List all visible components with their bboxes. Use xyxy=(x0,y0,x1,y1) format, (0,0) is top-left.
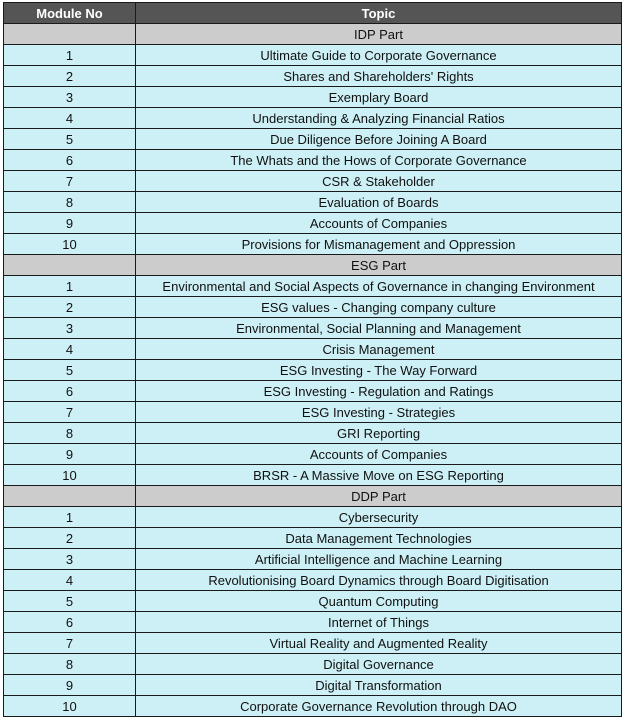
topic-cell: Corporate Governance Revolution through DAO xyxy=(136,696,622,717)
module-no-cell: 10 xyxy=(4,234,136,255)
module-no-cell: 3 xyxy=(4,87,136,108)
module-no-cell: 5 xyxy=(4,591,136,612)
section-title: ESG Part xyxy=(136,255,622,276)
module-no-cell: 10 xyxy=(4,465,136,486)
section-row xyxy=(4,24,622,45)
topic-cell: ESG Investing - The Way Forward xyxy=(136,360,622,381)
topic-cell: Crisis Management xyxy=(136,339,622,360)
module-no-cell: 3 xyxy=(4,549,136,570)
table-row xyxy=(4,192,622,213)
topic-cell: Digital Transformation xyxy=(136,675,622,696)
table-row xyxy=(4,129,622,150)
section-title: DDP Part xyxy=(136,486,622,507)
header-topic: Topic xyxy=(136,3,622,24)
module-no-cell: 7 xyxy=(4,402,136,423)
module-no-cell: 6 xyxy=(4,612,136,633)
table-row xyxy=(4,276,622,297)
module-no-cell: 4 xyxy=(4,108,136,129)
topic-cell: Exemplary Board xyxy=(136,87,622,108)
module-no-cell: 8 xyxy=(4,654,136,675)
module-no-cell: 9 xyxy=(4,444,136,465)
table-row xyxy=(4,654,622,675)
table-row xyxy=(4,381,622,402)
module-no-cell: 1 xyxy=(4,507,136,528)
section-empty-cell xyxy=(4,24,136,45)
topic-cell: The Whats and the Hows of Corporate Governance xyxy=(136,150,622,171)
table-row xyxy=(4,402,622,423)
topic-cell: Cybersecurity xyxy=(136,507,622,528)
module-no-cell: 8 xyxy=(4,423,136,444)
table-row xyxy=(4,318,622,339)
table-row xyxy=(4,213,622,234)
table-row xyxy=(4,549,622,570)
module-no-cell: 7 xyxy=(4,171,136,192)
topic-cell: Provisions for Mismanagement and Oppression xyxy=(136,234,622,255)
table-row xyxy=(4,612,622,633)
topic-cell: CSR & Stakeholder xyxy=(136,171,622,192)
table-row xyxy=(4,360,622,381)
topic-cell: Accounts of Companies xyxy=(136,444,622,465)
topic-cell: ESG values - Changing company culture xyxy=(136,297,622,318)
table-row xyxy=(4,66,622,87)
section-empty-cell xyxy=(4,255,136,276)
table-row xyxy=(4,465,622,486)
module-no-cell: 1 xyxy=(4,276,136,297)
module-no-cell: 2 xyxy=(4,66,136,87)
topic-cell: GRI Reporting xyxy=(136,423,622,444)
section-empty-cell xyxy=(4,486,136,507)
table-row xyxy=(4,633,622,654)
topic-cell: Shares and Shareholders' Rights xyxy=(136,66,622,87)
module-table xyxy=(3,2,622,717)
module-no-cell: 2 xyxy=(4,297,136,318)
topic-cell: Data Management Technologies xyxy=(136,528,622,549)
table-row xyxy=(4,696,622,717)
module-no-cell: 9 xyxy=(4,213,136,234)
header-module-no: Module No xyxy=(4,3,136,24)
topic-cell: Environmental, Social Planning and Management xyxy=(136,318,622,339)
table-row xyxy=(4,423,622,444)
topic-cell: Due Diligence Before Joining A Board xyxy=(136,129,622,150)
table-row xyxy=(4,528,622,549)
topic-cell: Accounts of Companies xyxy=(136,213,622,234)
topic-cell: Revolutionising Board Dynamics through Board Digitisation xyxy=(136,570,622,591)
module-table-container xyxy=(3,2,621,717)
module-no-cell: 5 xyxy=(4,129,136,150)
table-row xyxy=(4,570,622,591)
table-body xyxy=(4,24,622,717)
table-row xyxy=(4,108,622,129)
table-row xyxy=(4,591,622,612)
topic-cell: Environmental and Social Aspects of Governance in changing Environment xyxy=(136,276,622,297)
table-row xyxy=(4,150,622,171)
module-no-cell: 4 xyxy=(4,570,136,591)
table-row xyxy=(4,297,622,318)
table-row xyxy=(4,507,622,528)
module-no-cell: 9 xyxy=(4,675,136,696)
section-row xyxy=(4,255,622,276)
module-no-cell: 6 xyxy=(4,150,136,171)
table-row xyxy=(4,45,622,66)
topic-cell: Ultimate Guide to Corporate Governance xyxy=(136,45,622,66)
topic-cell: ESG Investing - Strategies xyxy=(136,402,622,423)
module-no-cell: 3 xyxy=(4,318,136,339)
topic-cell: Understanding & Analyzing Financial Ratios xyxy=(136,108,622,129)
module-no-cell: 2 xyxy=(4,528,136,549)
module-no-cell: 8 xyxy=(4,192,136,213)
topic-cell: Digital Governance xyxy=(136,654,622,675)
module-no-cell: 5 xyxy=(4,360,136,381)
section-title: IDP Part xyxy=(136,24,622,45)
topic-cell: Internet of Things xyxy=(136,612,622,633)
table-row xyxy=(4,234,622,255)
topic-cell: Artificial Intelligence and Machine Learning xyxy=(136,549,622,570)
topic-cell: Quantum Computing xyxy=(136,591,622,612)
table-row xyxy=(4,444,622,465)
topic-cell: BRSR - A Massive Move on ESG Reporting xyxy=(136,465,622,486)
topic-cell: Evaluation of Boards xyxy=(136,192,622,213)
topic-cell: ESG Investing - Regulation and Ratings xyxy=(136,381,622,402)
table-row xyxy=(4,87,622,108)
module-no-cell: 1 xyxy=(4,45,136,66)
module-no-cell: 4 xyxy=(4,339,136,360)
header-row xyxy=(4,3,622,24)
section-row xyxy=(4,486,622,507)
topic-cell: Virtual Reality and Augmented Reality xyxy=(136,633,622,654)
module-no-cell: 10 xyxy=(4,696,136,717)
table-row xyxy=(4,171,622,192)
module-no-cell: 7 xyxy=(4,633,136,654)
table-row xyxy=(4,675,622,696)
table-row xyxy=(4,339,622,360)
module-no-cell: 6 xyxy=(4,381,136,402)
